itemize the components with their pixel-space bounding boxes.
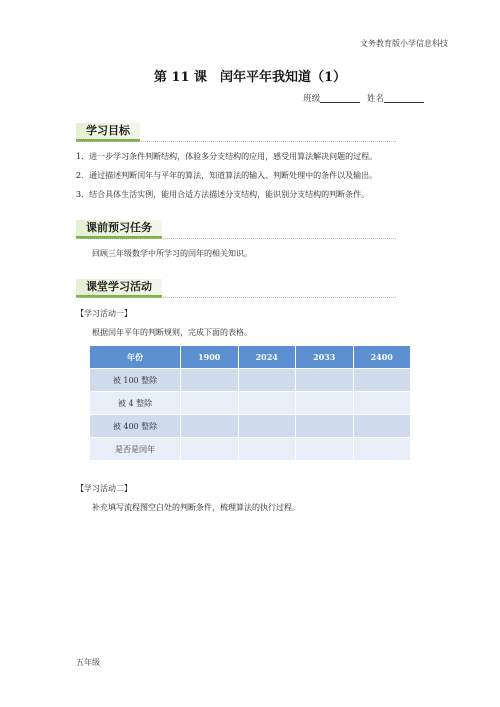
table-header-cell: 2033 xyxy=(296,346,354,369)
objective-item: 2．通过描述判断闰年与平年的算法，知道算法的输入、判断处理中的条件以及输出。 xyxy=(76,171,378,180)
row-label: 是否是闰年 xyxy=(90,438,181,461)
activity2-instruction: 补充填写流程图空白处的判断条件，梳理算法的执行过程。 xyxy=(92,503,300,512)
name-blank xyxy=(384,93,424,103)
table-row xyxy=(90,369,411,392)
grade-footer: 五年级 xyxy=(76,658,100,667)
answer-cell[interactable] xyxy=(296,392,354,415)
answer-cell[interactable] xyxy=(238,438,296,461)
series-header: 文务教育版小学信息科技 xyxy=(360,39,448,48)
leap-year-table xyxy=(89,345,411,461)
section-objectives xyxy=(76,123,396,141)
table-header-cell: 1900 xyxy=(181,346,239,369)
answer-cell[interactable] xyxy=(181,438,239,461)
row-label: 被 4 整除 xyxy=(90,392,181,415)
class-name-line xyxy=(303,92,428,104)
answer-cell[interactable] xyxy=(238,369,296,392)
section-title-objectives: 学习目标 xyxy=(76,123,140,142)
answer-cell[interactable] xyxy=(181,392,239,415)
row-label: 被 100 整除 xyxy=(90,369,181,392)
section-preview xyxy=(76,220,396,238)
activity1-label: 【学习活动一】 xyxy=(76,309,132,318)
section-divider xyxy=(76,141,396,142)
answer-cell[interactable] xyxy=(296,369,354,392)
answer-cell[interactable] xyxy=(353,438,411,461)
objective-item: 3．结合具体生活实例，能用合适方法描述分支结构，能识别分支结构的判断条件。 xyxy=(76,190,370,199)
answer-cell[interactable] xyxy=(238,415,296,438)
answer-cell[interactable] xyxy=(296,415,354,438)
section-divider xyxy=(76,238,396,239)
class-label: 班级 xyxy=(303,94,321,104)
table-header-cell: 年份 xyxy=(90,346,181,369)
class-blank xyxy=(320,93,360,103)
section-title-activities: 课堂学习活动 xyxy=(76,279,162,298)
row-label: 被 400 整除 xyxy=(90,415,181,438)
lesson-title: 第 11 课 闰年平年我知道（1） xyxy=(153,70,347,85)
table-header-cell: 2400 xyxy=(353,346,411,369)
section-activities xyxy=(76,279,396,297)
table-row xyxy=(90,415,411,438)
objective-item: 1．进一步学习条件判断结构，体验多分支结构的应用，感受用算法解决问题的过程。 xyxy=(76,152,378,161)
answer-cell[interactable] xyxy=(353,415,411,438)
table-header-cell: 2024 xyxy=(238,346,296,369)
table-row xyxy=(90,438,411,461)
section-divider xyxy=(76,297,396,298)
preview-text: 回顾三年级数学中所学习的闰年的相关知识。 xyxy=(92,249,252,258)
answer-cell[interactable] xyxy=(181,369,239,392)
table-row xyxy=(90,392,411,415)
answer-cell[interactable] xyxy=(353,392,411,415)
answer-cell[interactable] xyxy=(238,392,296,415)
name-label: 姓名 xyxy=(366,94,384,104)
section-title-preview: 课前预习任务 xyxy=(76,220,162,239)
table-header-row xyxy=(90,346,411,369)
answer-cell[interactable] xyxy=(353,369,411,392)
answer-cell[interactable] xyxy=(181,415,239,438)
activity1-instruction: 根据闰年平年的判断规则，完成下面的表格。 xyxy=(92,328,252,337)
answer-cell[interactable] xyxy=(296,438,354,461)
activity2-label: 【学习活动二】 xyxy=(76,484,132,493)
